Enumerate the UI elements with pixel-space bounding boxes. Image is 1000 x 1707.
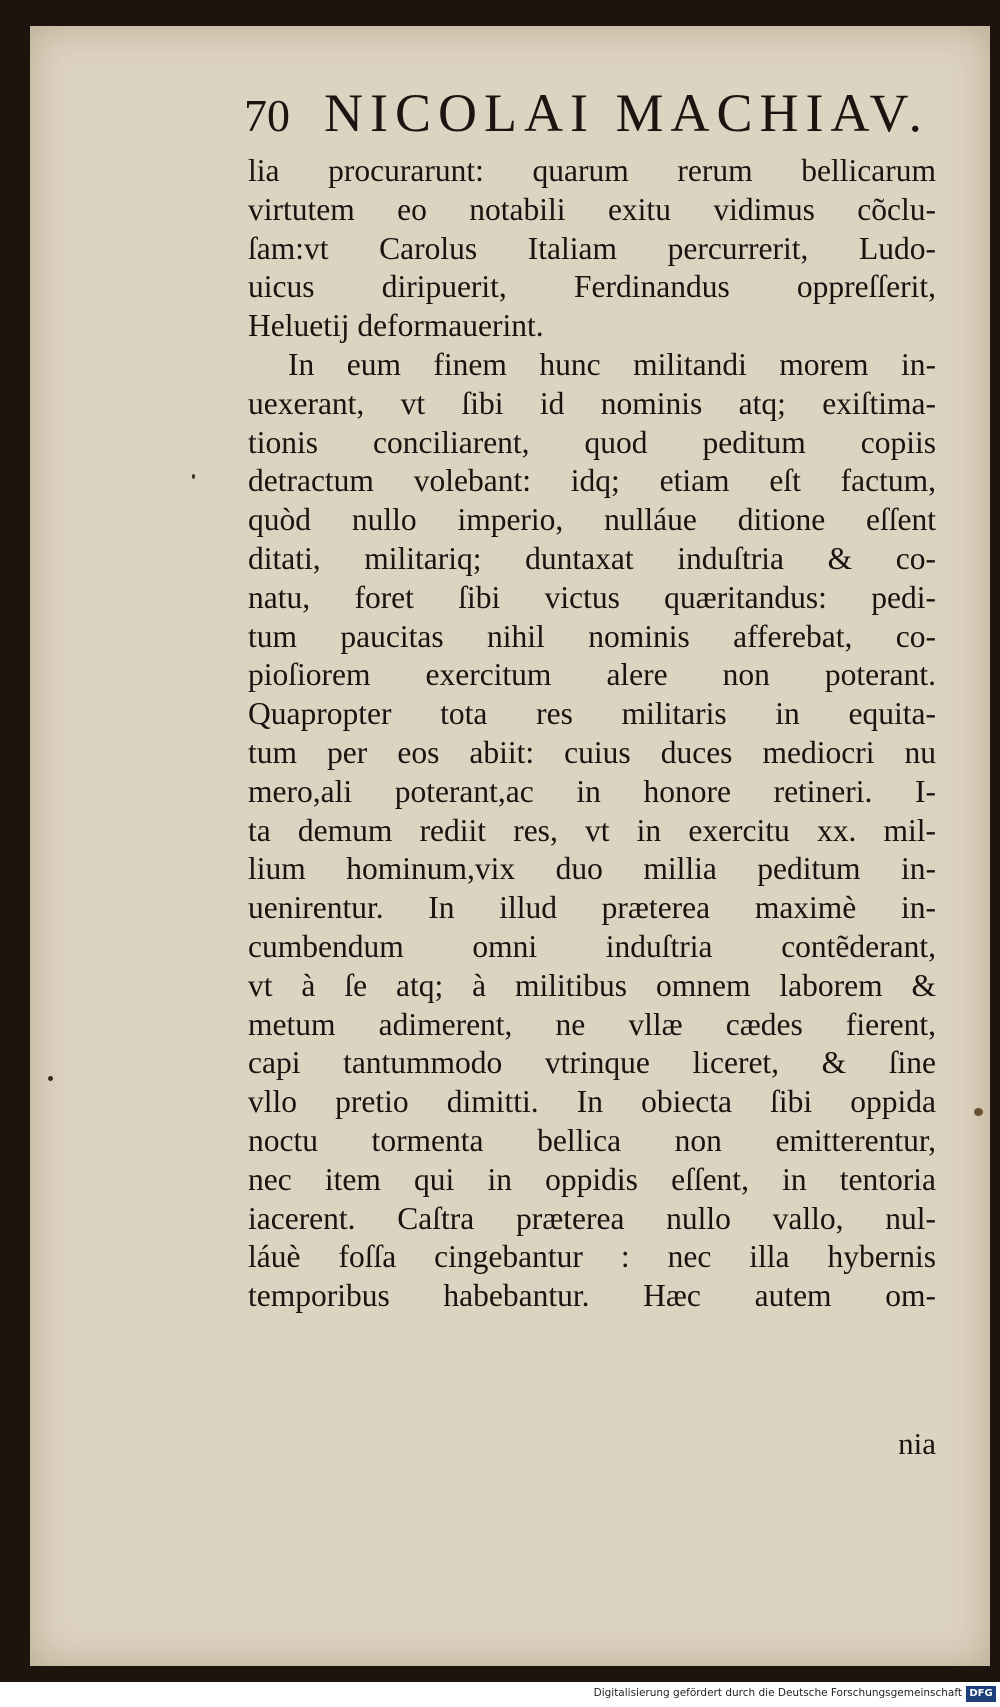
text-line: cumbendum omni induſtria contẽderant, [248, 928, 936, 964]
text-line: nec item qui in oppidis eſſent, in tentoria [248, 1161, 936, 1197]
text-line: capi tantummodo vtrinque liceret, & ſine [248, 1045, 936, 1081]
text-line: metum adimerent, ne vllæ cædes fierent, [248, 1006, 936, 1042]
text-line: ditati, militariq; duntaxat induſtria & co- [248, 540, 936, 576]
running-title: NICOLAI MACHIAV. [324, 83, 930, 143]
funding-credit: Digitalisierung gefördert durch die Deutsche Forschungsgemeinschaft [593, 1687, 962, 1699]
page-stain [48, 1076, 53, 1081]
text-line: In eum finem hunc militandi morem in- [288, 346, 936, 382]
text-line: lium hominum,vix duo millia peditum in- [248, 851, 936, 887]
text-line: lia procurarunt: quarum rerum bellicarum [248, 153, 936, 188]
text-line: noctu tormenta bellica non emitterentur, [248, 1122, 936, 1158]
running-header [244, 82, 944, 152]
page-stain [974, 1108, 983, 1116]
text-line: uexerant, vt ſibi id nominis atq; exiſtima- [248, 385, 936, 421]
text-line: temporibus habebantur. Hæc autem om- [248, 1278, 936, 1314]
text-line: pioſiorem exercitum alere non poterant. [248, 657, 936, 693]
text-line: mero,ali poterant,ac in honore retineri. I- [248, 773, 936, 809]
text-line: natu, foret ſibi victus quæritandus: pedi- [248, 579, 936, 615]
text-line: virtutem eo notabili exitu vidimus cõclu- [248, 191, 936, 227]
text-line: Quapropter tota res militaris in equita- [248, 696, 936, 732]
body-text [248, 152, 936, 1316]
page-stain [192, 474, 195, 479]
text-line: vt à ſe atq; à militibus omnem laborem & [248, 967, 936, 1003]
dfg-logo: DFG [966, 1686, 996, 1702]
text-line: iacerent. Caſtra præterea nullo vallo, nul- [248, 1200, 936, 1236]
text-line: tum per eos abiit: cuius duces mediocri nu [248, 734, 936, 770]
text-line: vllo pretio dimitti. In obiecta ſibi oppida [248, 1084, 936, 1120]
text-line: uicus diripuerit, Ferdinandus oppreſſerit, [248, 269, 936, 305]
page-number: 70 [244, 90, 290, 141]
text-line: tionis conciliarent, quod peditum copiis [248, 424, 936, 460]
text-line: ſam:vt Carolus Italiam percurrerit, Ludo- [248, 230, 936, 266]
text-line: quòd nullo imperio, nulláue ditione eſſent [248, 502, 936, 538]
text-line: uenirentur. In illud præterea maximè in- [248, 890, 936, 926]
catchword: nia [898, 1426, 936, 1461]
digitization-footer [0, 1682, 1000, 1707]
text-line: ta demum rediit res, vt in exercitu xx. mil- [248, 812, 936, 848]
text-line: detractum volebant: idq; etiam eſt factum, [248, 463, 936, 499]
text-line: Heluetij deformauerint. [248, 308, 544, 344]
text-line: láuè foſſa cingebantur : nec illa hybernis [248, 1239, 936, 1275]
text-line: tum paucitas nihil nominis afferebat, co- [248, 618, 936, 654]
